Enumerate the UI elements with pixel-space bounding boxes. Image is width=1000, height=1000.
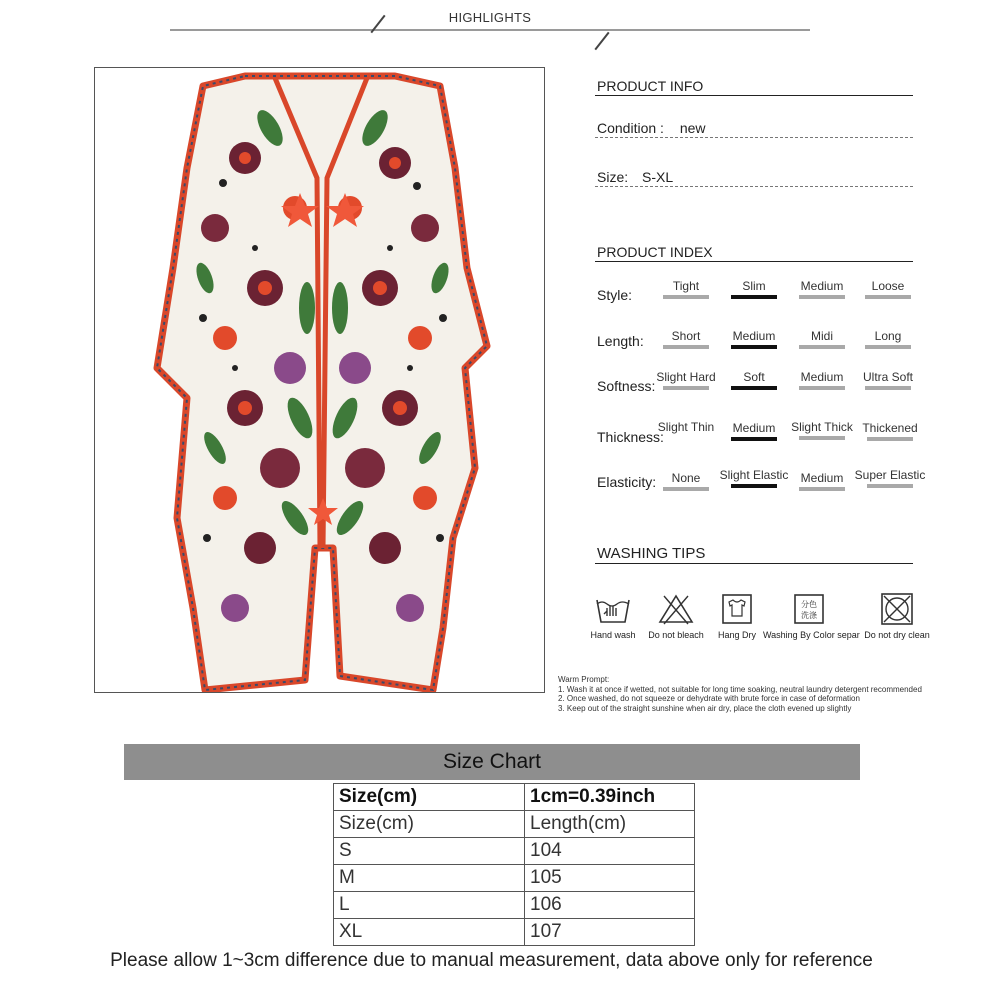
highlights-rule	[170, 29, 810, 31]
elasticity-option-none: None	[646, 471, 726, 491]
measurement-note: Please allow 1~3cm difference due to manual measurement, data above only for reference	[110, 950, 873, 971]
length-option-midi: Midi	[782, 329, 862, 349]
warm-prompt-line-3: 3. Keep out of the straight sunshine when air dry, place the cloth evened up slightly	[558, 703, 852, 713]
length-cell: 105	[525, 865, 695, 892]
wash-by-color-glyph-bottom: 洗涤	[801, 611, 817, 620]
table-row	[334, 865, 695, 892]
product-photo	[94, 67, 545, 693]
softness-option-slight-hard: Slight Hard	[646, 370, 726, 390]
wash-item-hand-wash: Hand wash	[567, 592, 659, 640]
size-chart-col-length: Length(cm)	[525, 811, 695, 838]
highlights-slash-right	[594, 32, 609, 51]
elasticity-option-medium: Medium	[782, 471, 862, 491]
wash-item-wash-by-color: 分色 洗涤 Washing By Color separ	[763, 592, 855, 640]
length-option-long: Long	[848, 329, 928, 349]
length-cell: 106	[525, 892, 695, 919]
size-chart-col-size: Size(cm)	[334, 811, 525, 838]
style-option-loose: Loose	[848, 279, 928, 299]
elasticity-option-super-elastic: Super Elastic	[850, 468, 930, 488]
do-not-dry-clean-icon	[877, 592, 917, 626]
size-cell: L	[334, 892, 525, 919]
index-label-style: Style:	[597, 287, 633, 303]
warm-prompt-line-1: 1. Wash it at once if wetted, not suitable for long time soaking, neutral laundry detergent recommended	[558, 684, 922, 694]
condition-dash	[595, 137, 913, 138]
product-info-rule	[595, 95, 913, 96]
size-cell: S	[334, 838, 525, 865]
softness-option-soft: Soft	[714, 370, 794, 390]
softness-option-ultra-soft: Ultra Soft	[848, 370, 928, 390]
style-option-tight: Tight	[646, 279, 726, 299]
size-chart-title: Size Chart	[124, 744, 860, 780]
size-chart-header-size: Size(cm)	[334, 784, 525, 811]
wash-by-color-glyph-top: 分色	[801, 600, 817, 609]
elasticity-option-slight-elastic: Slight Elastic	[714, 468, 794, 488]
index-label-length: Length:	[597, 333, 644, 349]
softness-option-medium: Medium	[782, 370, 862, 390]
product-info-title: PRODUCT INFO	[597, 78, 704, 94]
size-chart-header-row	[334, 784, 695, 811]
condition-row	[597, 120, 706, 136]
highlights-title: HIGHLIGHTS	[448, 10, 532, 25]
length-cell: 107	[525, 919, 695, 946]
warm-prompt-line-2: 2. Once washed, do not squeeze or dehydrate with brute force in case of deformation	[558, 694, 860, 703]
washing-tips-rule	[595, 563, 913, 564]
table-row	[334, 838, 695, 865]
washing-tips-title: WASHING TIPS	[597, 545, 706, 562]
length-option-medium: Medium	[714, 329, 794, 349]
size-chart-columns-row	[334, 811, 695, 838]
hand-wash-icon	[593, 592, 633, 626]
index-label-softness: Softness:	[597, 378, 656, 394]
do-not-bleach-icon	[656, 592, 696, 626]
size-row	[597, 169, 673, 185]
thickness-option-medium: Medium	[714, 421, 794, 441]
size-cell: M	[334, 865, 525, 892]
size-chart-header-conversion: 1cm=0.39inch	[525, 784, 695, 811]
wash-item-do-not-bleach: Do not bleach	[630, 592, 722, 640]
condition-value: new	[679, 120, 706, 136]
index-label-elasticity: Elasticity:	[597, 474, 657, 490]
table-row	[334, 919, 695, 946]
index-label-thickness: Thickness:	[597, 429, 664, 445]
table-row	[334, 892, 695, 919]
size-value: S-XL	[642, 169, 674, 185]
style-option-slim: Slim	[714, 279, 794, 299]
size-chart-table	[333, 783, 695, 946]
size-dash	[595, 186, 913, 187]
condition-label: Condition :	[597, 120, 664, 136]
kimono-illustration	[95, 68, 545, 693]
thickness-option-slight-thin: Slight Thin	[646, 420, 726, 440]
size-label: Size:	[597, 169, 629, 185]
style-option-medium: Medium	[782, 279, 862, 299]
length-option-short: Short	[646, 329, 726, 349]
product-index-rule	[595, 261, 913, 262]
thickness-option-thickened: Thickened	[850, 421, 930, 441]
wash-by-color-icon	[789, 592, 829, 626]
warm-prompt	[558, 675, 922, 713]
wash-item-hang-dry: Hang Dry	[691, 592, 783, 640]
product-index-title: PRODUCT INDEX	[597, 244, 713, 260]
warm-prompt-title: Warm Prompt:	[558, 675, 610, 684]
thickness-option-slight-thick: Slight Thick	[782, 420, 862, 440]
wash-item-do-not-dry-clean: Do not dry clean	[851, 592, 943, 640]
size-cell: XL	[334, 919, 525, 946]
length-cell: 104	[525, 838, 695, 865]
hang-dry-icon	[717, 592, 757, 626]
